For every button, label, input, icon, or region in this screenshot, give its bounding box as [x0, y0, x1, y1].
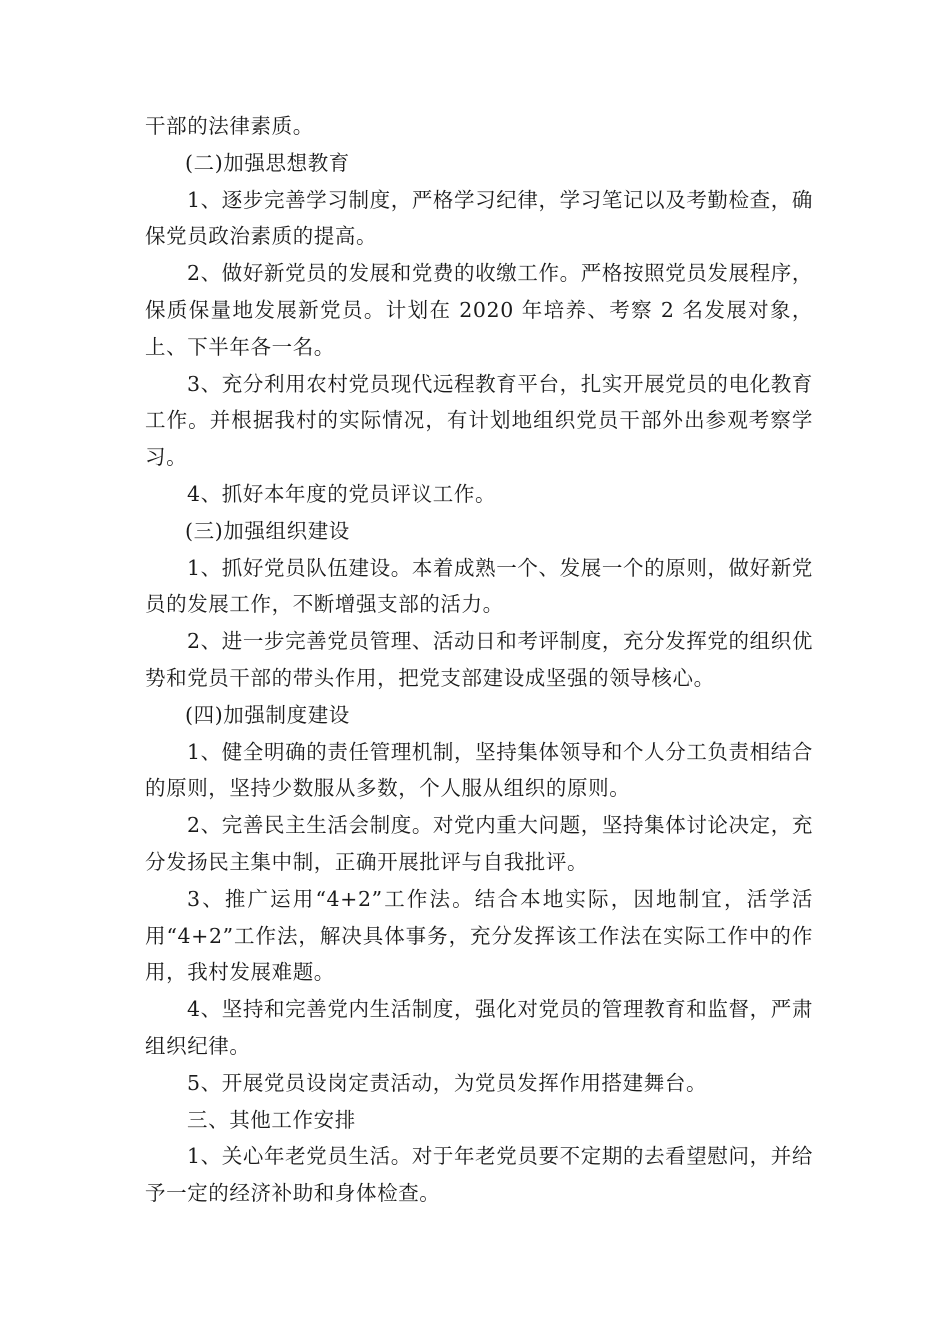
list-item: 2、进一步完善党员管理、活动日和考评制度，充分发挥党的组织优势和党员干部的带头作用，把党支部建设成坚强的领导核心。	[145, 629, 813, 690]
list-item: 1、关心年老党员生活。对于年老党员要不定期的去看望慰问，并给予一定的经济补助和身体检查。	[145, 1144, 813, 1206]
list-item: 2、完善民主生活会制度。对党内重大问题，坚持集体讨论决定，充分发扬民主集中制，正确开展批评与自我批评。	[145, 813, 813, 874]
subsection-heading: (二)加强思想教育	[185, 150, 350, 175]
list-item: 1、健全明确的责任管理机制，坚持集体领导和个人分工负责相结合的原则，坚持少数服从多数，个人服从组织的原则。	[145, 739, 813, 801]
list-item: 4、坚持和完善党内生活制度，强化对党员的管理教育和监督，严肃组织纪律。	[145, 997, 813, 1058]
subsection-heading: (三)加强组织建设	[185, 518, 350, 543]
subsection-heading: (四)加强制度建设	[185, 702, 350, 727]
list-item: 1、逐步完善学习制度，严格学习纪律，学习笔记以及考勤检查，确保党员政治素质的提高。	[145, 187, 813, 249]
list-item: 1、抓好党员队伍建设。本着成熟一个、发展一个的原则，做好新党员的发展工作，不断增强支部的活力。	[145, 555, 813, 617]
list-item: 3、充分利用农村党员现代远程教育平台，扎实开展党员的电化教育工作。并根据我村的实际情况，有计划地组织党员干部外出参观考察学习。	[145, 371, 813, 470]
list-item: 5、开展党员设岗定责活动，为党员发挥作用搭建舞台。	[187, 1070, 708, 1095]
document-body	[145, 108, 813, 1212]
list-item: 2、做好新党员的发展和党费的收缴工作。严格按照党员发展程序，保质保量地发展新党员。计划在 2020 年培养、考察 2 名发展对象，上、下半年各一名。	[145, 261, 813, 359]
section-heading: 三、其他工作安排	[187, 1107, 356, 1132]
list-item: 3、推广运用“4+2”工作法。结合本地实际，因地制宜，活学活用“4+2”工作法，解决具体事务，充分发挥该工作法在实际工作中的作用，我村发展难题。	[145, 886, 813, 985]
paragraph-continuation: 干部的法律素质。	[145, 114, 314, 138]
list-item: 4、抓好本年度的党员评议工作。	[187, 481, 497, 506]
